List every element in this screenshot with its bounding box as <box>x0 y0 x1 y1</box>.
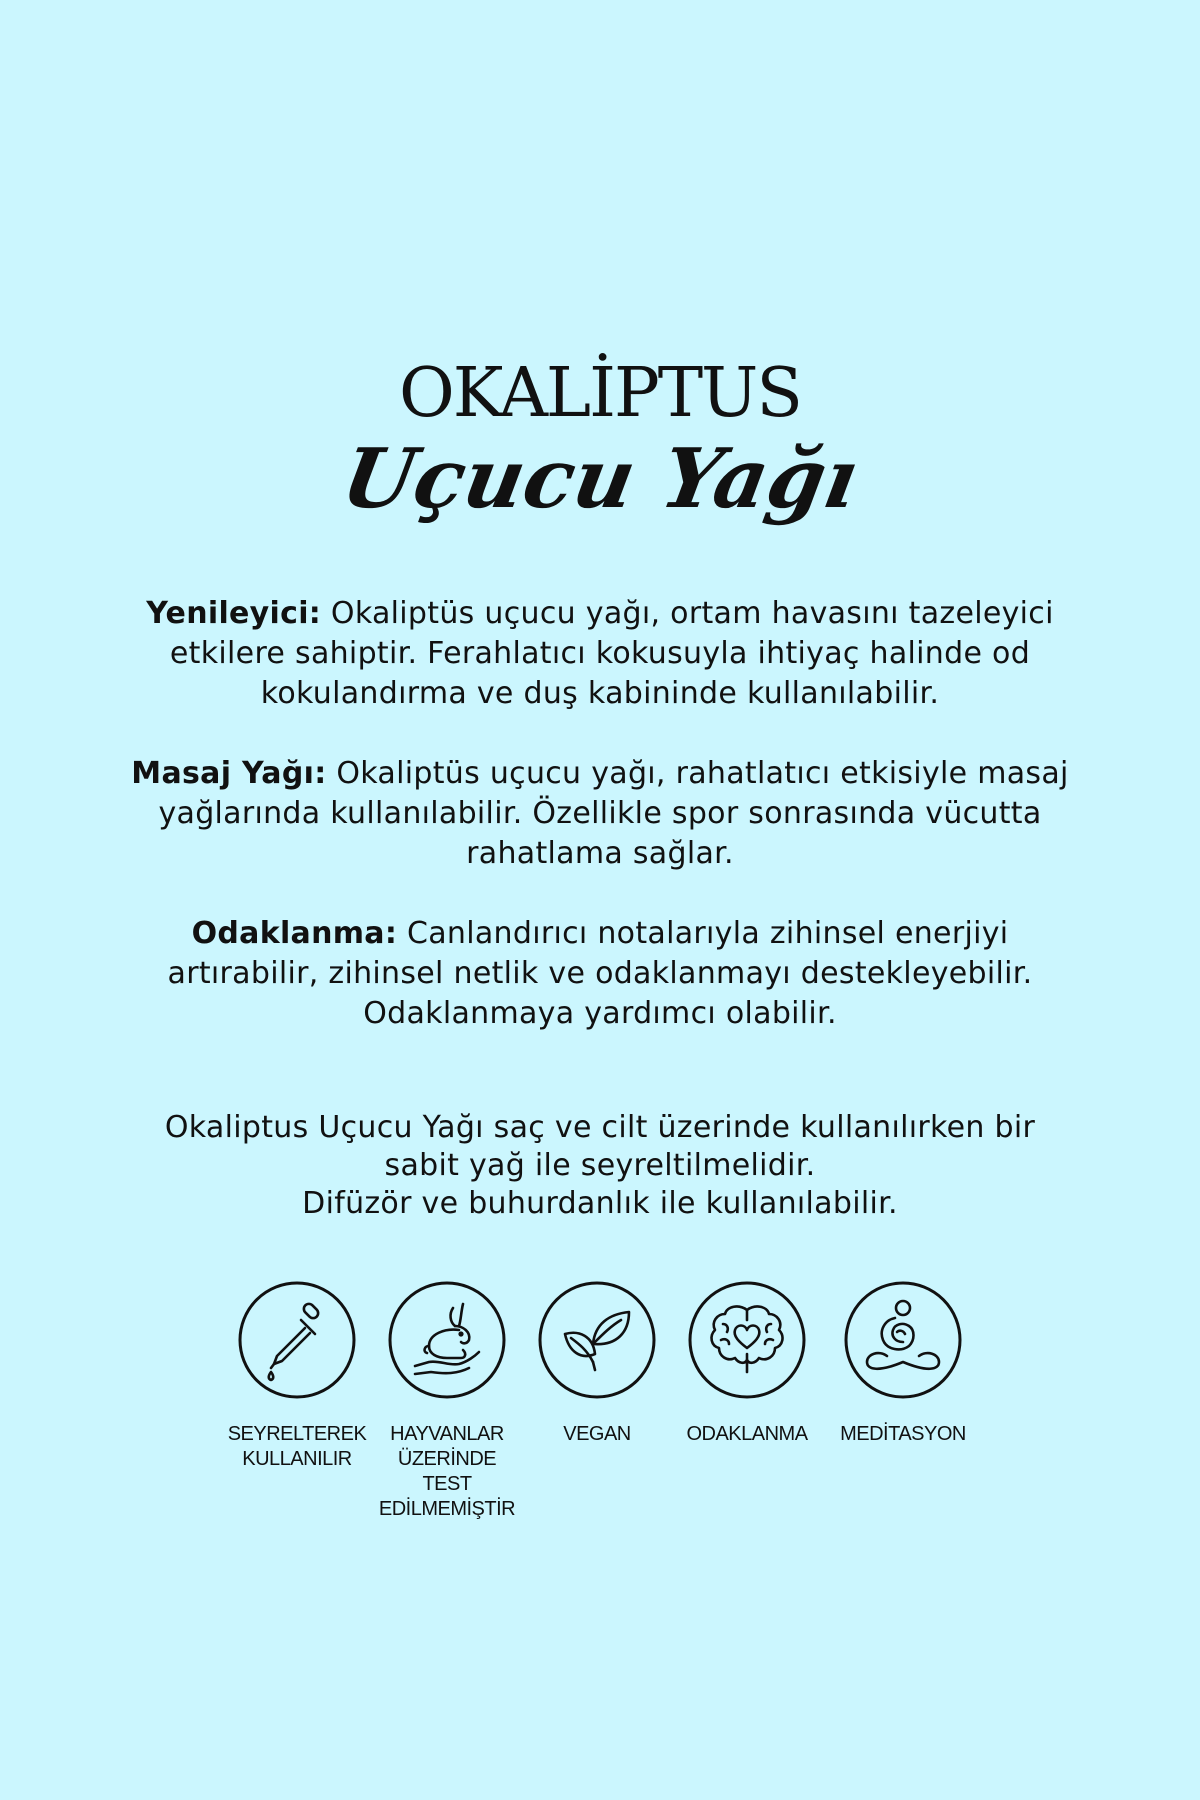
usage-notice <box>120 1109 1080 1223</box>
dropper-icon <box>237 1280 357 1400</box>
badge-label: SEYRELTEREK KULLANILIR <box>227 1423 367 1470</box>
benefit-text: Okaliptüs uçucu yağı, rahatlatıcı etkisiyle masaj yağlarında kullanılabilir. Özellikle spor sonrasında vücutta rahatlama sağlar. <box>158 756 1069 871</box>
badge-label: VEGAN <box>563 1423 631 1445</box>
badge-meditation <box>828 1280 978 1447</box>
benefit-heading: Odaklanma: <box>191 916 398 951</box>
brain-heart-icon <box>687 1280 807 1400</box>
product-subtitle: Uçucu Yağı <box>335 431 865 527</box>
benefit-heading: Yenileyici: <box>146 596 322 631</box>
usage-notice-line: Difüzör ve buhurdanlık ile kullanılabilir. <box>302 1186 898 1221</box>
badge-dilute <box>222 1280 372 1472</box>
rabbit-hand-icon <box>387 1280 507 1400</box>
badge-vegan <box>522 1280 672 1447</box>
meditation-icon <box>843 1280 963 1400</box>
benefit-heading: Masaj Yağı: <box>131 756 327 791</box>
usage-notice-line: sabit yağ ile seyreltilmelidir. <box>384 1148 816 1183</box>
feature-badges <box>0 1280 1200 1520</box>
badge-label: HAYVANLAR ÜZERİNDE TEST EDİLMEMİŞTİR <box>378 1423 516 1520</box>
benefits-section <box>120 594 1080 1074</box>
usage-notice-line: Okaliptus Uçucu Yağı saç ve cilt üzerinde kullanılırken bir <box>164 1110 1036 1145</box>
benefit-paragraph-focus <box>120 914 1080 1034</box>
benefit-paragraph-massage <box>120 754 1080 874</box>
benefit-text: Canlandırıcı notalarıyla zihinsel enerjiyi artırabilir, zihinsel netlik ve odaklanmayı destekleyebilir. Odaklanmaya yardımcı olabilir. <box>167 916 1033 1031</box>
benefit-text: Okaliptüs uçucu yağı, ortam havasını tazeleyici etkilere sahiptir. Ferahlatıcı kokusuyla ihtiyaç halinde od kokulandırma ve duş kabininde kullanılabilir. <box>169 596 1054 711</box>
badge-label: MEDİTASYON <box>840 1423 966 1445</box>
badge-cruelty-free <box>372 1280 522 1522</box>
leaf-icon <box>537 1280 657 1400</box>
badge-label: ODAKLANMA <box>686 1423 808 1445</box>
badge-focus <box>672 1280 822 1447</box>
benefit-paragraph-refreshing <box>120 594 1080 714</box>
product-title: OKALİPTUS <box>399 354 801 433</box>
